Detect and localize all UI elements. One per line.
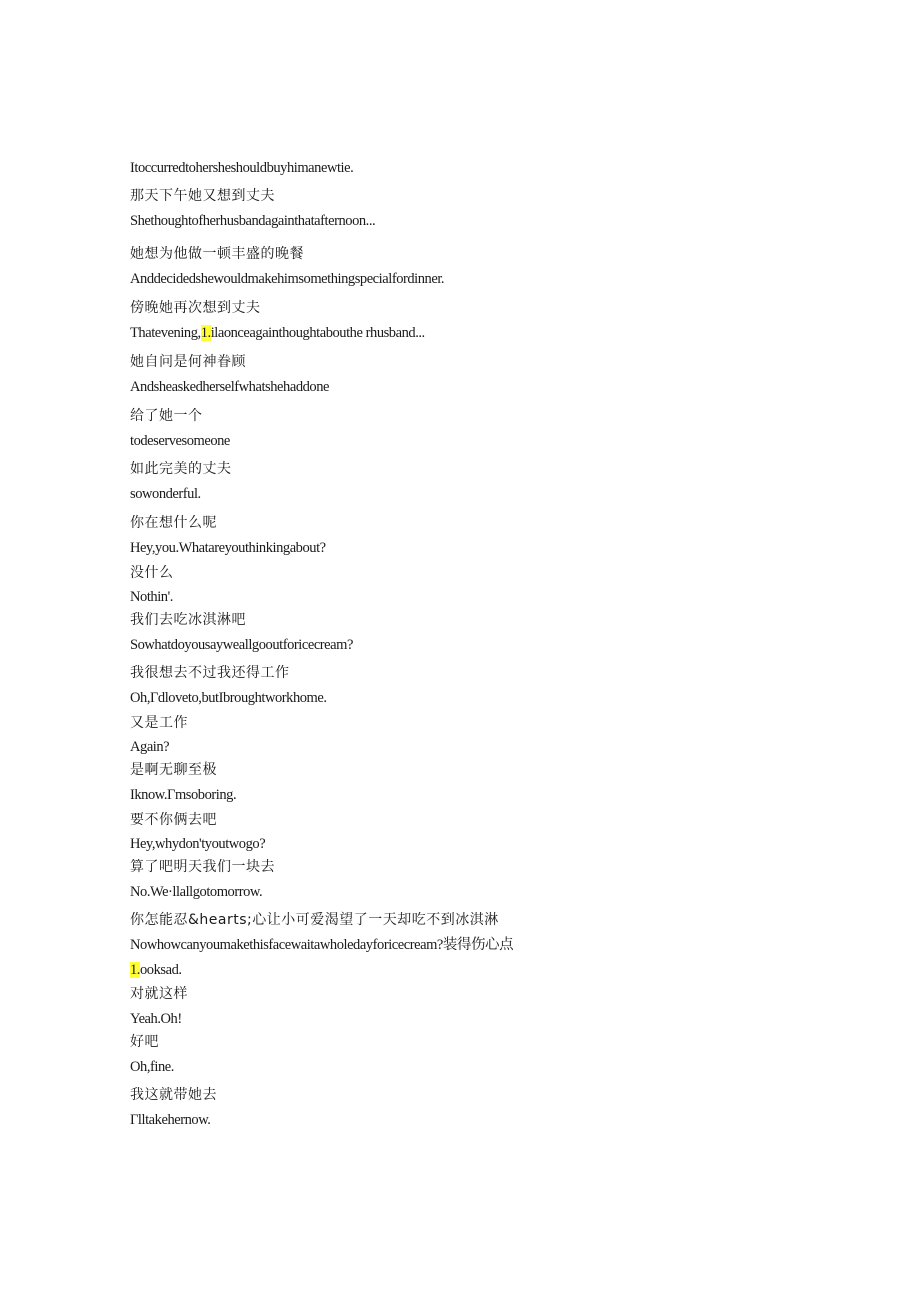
text-line-2: 那天下午她又想到丈夫 <box>130 188 275 204</box>
text-line-3: Shethoughtofherhusbandagainthatafternoon... <box>130 213 376 229</box>
text-line-5: Anddecidedshewouldmakehimsomethingspecialfordinner. <box>130 271 445 287</box>
text-line-15: Hey,you.Whatareyouthinkingabout? <box>130 540 326 556</box>
text-line-30: 你怎能忍&hearts;心让小可爱渴望了一天却吃不到冰淇淋 <box>130 912 499 928</box>
text-line-24: 是啊无聊至极 <box>130 762 217 778</box>
text-line-29: No.We·llallgotomorrow. <box>130 884 263 900</box>
text-line-33: 对就这样 <box>130 986 188 1002</box>
text-line-19: Sowhatdoyousayweallgooutforicecream? <box>130 637 353 653</box>
text-line-18: 我们去吃冰淇淋吧 <box>130 612 246 628</box>
text-line-7 <box>130 324 425 342</box>
text-line-16: 没什么 <box>130 565 174 581</box>
text-line-21: Oh,Γdloveto,butIbroughtworkhome. <box>130 690 327 706</box>
text-line-34: Yeah.Oh! <box>130 1011 182 1027</box>
text-line-20: 我很想去不过我还得工作 <box>130 665 290 681</box>
text-segment: ooksad. <box>139 962 182 978</box>
text-line-25: Iknow.Γmsoboring. <box>130 787 237 803</box>
text-line-14: 你在想什么呢 <box>130 515 217 531</box>
text-line-23: Again? <box>130 739 170 755</box>
highlighted-text: 1. <box>200 325 211 341</box>
text-line-10: 给了她一个 <box>130 408 203 424</box>
text-line-37: 我这就带她去 <box>130 1087 217 1103</box>
text-line-28: 算了吧明天我们一块去 <box>130 859 275 875</box>
text-line-13: sowonderful. <box>130 486 201 502</box>
text-line-12: 如此完美的丈夫 <box>130 461 232 477</box>
text-line-8: 她自问是何神眷顾 <box>130 354 246 370</box>
text-segment: Thatevening, <box>130 325 201 341</box>
text-segment: ilaonceagainthoughtabouthe rhusband... <box>210 325 425 341</box>
text-line-35: 好吧 <box>130 1034 159 1050</box>
text-line-1: Itoccurredtohersheshouldbuyhimanewtie. <box>130 160 354 176</box>
text-line-32 <box>130 961 182 979</box>
text-line-27: Hey,whydon'tyoutwogo? <box>130 836 266 852</box>
text-line-22: 又是工作 <box>130 715 188 731</box>
text-line-36: Oh,fine. <box>130 1059 174 1075</box>
text-line-38: Γlltakehernow. <box>130 1112 211 1128</box>
highlighted-text: 1. <box>130 962 140 978</box>
text-line-11: todeservesomeone <box>130 433 230 449</box>
text-line-17: Nothin'. <box>130 589 173 605</box>
text-line-4: 她想为他做一顿丰盛的晚餐 <box>130 246 304 262</box>
text-line-26: 要不你俩去吧 <box>130 812 217 828</box>
text-line-6: 傍晚她再次想到丈夫 <box>130 300 261 316</box>
text-line-9: Andsheaskedherselfwhatshehaddone <box>130 379 330 395</box>
text-line-31: Nowhowcanyoumakethisfacewaitawholedayforicecream?装得伤心点 <box>130 937 514 953</box>
